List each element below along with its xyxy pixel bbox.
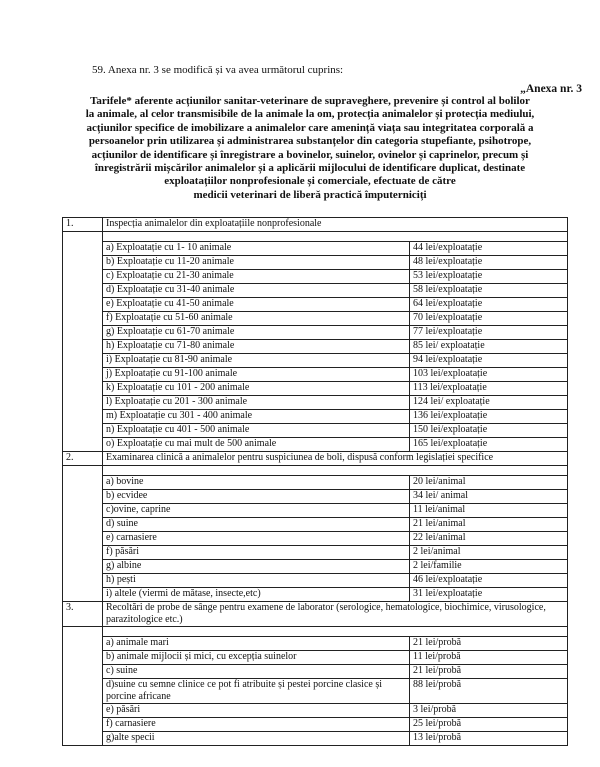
item-price: 77 lei/exploatație — [410, 326, 568, 340]
item-label: l) Exploatație cu 201 - 300 animale — [103, 396, 410, 410]
table-row — [63, 438, 568, 452]
table-row — [63, 718, 568, 732]
item-label: a) Exploatație cu 1- 10 animale — [103, 242, 410, 256]
table-row — [63, 382, 568, 396]
item-price: 2 lei/familie — [410, 560, 568, 574]
item-price: 46 lei/exploatație — [410, 574, 568, 588]
item-price: 22 lei/animal — [410, 532, 568, 546]
section-title: Examinarea clinică a animalelor pentru suspiciunea de boli, dispusă conform legislației specifice — [103, 452, 568, 466]
table-row — [63, 242, 568, 256]
item-price: 94 lei/exploatație — [410, 354, 568, 368]
section-header-row — [63, 602, 568, 627]
item-label: f) Exploatație cu 51-60 animale — [103, 312, 410, 326]
table-row — [63, 368, 568, 382]
table-row — [63, 354, 568, 368]
item-price: 21 lei/animal — [410, 518, 568, 532]
item-price: 11 lei/animal — [410, 504, 568, 518]
item-label: c)ovine, caprine — [103, 504, 410, 518]
item-price: 44 lei/exploatație — [410, 242, 568, 256]
table-row — [63, 340, 568, 354]
item-price: 21 lei/probă — [410, 637, 568, 651]
item-price: 13 lei/probă — [410, 732, 568, 746]
table-row — [63, 256, 568, 270]
table-row — [63, 396, 568, 410]
table-row — [63, 732, 568, 746]
title-line: persoanelor prin utilizarea și administrarea substanțelor din categoria stupefiante, psihotrope, — [88, 135, 532, 148]
section-number: 2. — [63, 452, 103, 466]
table-row — [63, 704, 568, 718]
item-price: 113 lei/exploatație — [410, 382, 568, 396]
number-column-cell — [63, 627, 103, 746]
item-label: d)suine cu semne clinice ce pot fi atribuite și pestei porcine clasice și porcine africane — [103, 679, 410, 704]
section-title: Recoltări de probe de sânge pentru examene de laborator (serologice, hematologice, biochimice, virusologice, parazitologice etc.) — [103, 602, 568, 627]
item-price: 2 lei/animal — [410, 546, 568, 560]
section-header-row — [63, 452, 568, 466]
title-line: Tarifele* aferente acțiunilor sanitar-veterinare de supraveghere, prevenire și control al bolilor — [90, 95, 530, 107]
spacer-cell — [103, 466, 568, 476]
table-row — [63, 424, 568, 438]
item-label: d) suine — [103, 518, 410, 532]
item-price: 64 lei/exploatație — [410, 298, 568, 312]
item-price: 21 lei/probă — [410, 665, 568, 679]
spacer-cell — [103, 232, 568, 242]
title-line: la animale, al celor transmisibile de la animale la om, protecția animalelor și protecția mediului, — [85, 108, 535, 121]
item-price: 11 lei/probă — [410, 651, 568, 665]
table-row — [63, 574, 568, 588]
table-row — [63, 284, 568, 298]
item-label: g) Exploatație cu 61-70 animale — [103, 326, 410, 340]
title-line: medicii veterinari de liberă practică împuterniciți — [193, 188, 427, 201]
item-price: 136 lei/exploatație — [410, 410, 568, 424]
item-label: k) Exploatație cu 101 - 200 animale — [103, 382, 410, 396]
section-number: 3. — [63, 602, 103, 627]
title-line: acțiunilor de identificare și înregistrare a bovinelor, suinelor, ovinelor și caprinelor, precum și — [91, 148, 529, 161]
item-label: i) Exploatație cu 81-90 animale — [103, 354, 410, 368]
title-line: înregistrării mișcărilor animalelor și a aplicării mijlocului de identificare duplicat, destinate — [94, 162, 526, 175]
item-label: a) animale mari — [103, 637, 410, 651]
item-price: 34 lei/ animal — [410, 490, 568, 504]
table-row — [63, 504, 568, 518]
item-label: h) Exploatație cu 71-80 animale — [103, 340, 410, 354]
spacer-row — [63, 627, 568, 637]
table-row — [63, 546, 568, 560]
item-label: f) păsări — [103, 546, 410, 560]
table-row — [63, 326, 568, 340]
item-label: e) Exploatație cu 41-50 animale — [103, 298, 410, 312]
item-label: a) bovine — [103, 476, 410, 490]
item-label: c) Exploatație cu 21-30 animale — [103, 270, 410, 284]
item-label: e) carnasiere — [103, 532, 410, 546]
number-column-cell — [63, 232, 103, 452]
item-price: 20 lei/animal — [410, 476, 568, 490]
document-title — [40, 95, 580, 202]
item-price: 25 lei/probă — [410, 718, 568, 732]
item-label: f) carnasiere — [103, 718, 410, 732]
item-price: 31 lei/exploatație — [410, 588, 568, 602]
spacer-row — [63, 232, 568, 242]
item-label: c) suine — [103, 665, 410, 679]
item-label: d) Exploatație cu 31-40 animale — [103, 284, 410, 298]
table-row — [63, 312, 568, 326]
item-price: 103 lei/exploatație — [410, 368, 568, 382]
table-row — [63, 665, 568, 679]
item-label: g)alte specii — [103, 732, 410, 746]
item-label: o) Exploatație cu mai mult de 500 animale — [103, 438, 410, 452]
item-price: 165 lei/exploatație — [410, 438, 568, 452]
item-label: b) ecvidee — [103, 490, 410, 504]
item-price: 150 lei/exploatație — [410, 424, 568, 438]
table-row — [63, 588, 568, 602]
item-price: 88 lei/probă — [410, 679, 568, 704]
item-price: 85 lei/ exploatație — [410, 340, 568, 354]
table-row — [63, 298, 568, 312]
item-label: g) albine — [103, 560, 410, 574]
spacer-row — [63, 466, 568, 476]
annex-label: „Anexa nr. 3 — [520, 83, 582, 95]
table-row — [63, 679, 568, 704]
table-row — [63, 637, 568, 651]
item-price: 70 lei/exploatație — [410, 312, 568, 326]
item-price: 3 lei/probă — [410, 704, 568, 718]
item-label: m) Exploatație cu 301 - 400 animale — [103, 410, 410, 424]
item-label: e) păsări — [103, 704, 410, 718]
section-number: 1. — [63, 218, 103, 232]
number-column-cell — [63, 466, 103, 602]
item-label: h) pești — [103, 574, 410, 588]
item-label: b) Exploatație cu 11-20 animale — [103, 256, 410, 270]
table-row — [63, 410, 568, 424]
item-price: 53 lei/exploatație — [410, 270, 568, 284]
item-price: 124 lei/ exploatație — [410, 396, 568, 410]
table-row — [63, 651, 568, 665]
section-header-row — [63, 218, 568, 232]
table-row — [63, 270, 568, 284]
table-row — [63, 532, 568, 546]
spacer-cell — [103, 627, 568, 637]
title-line: acțiunilor specifice de imobilizare a animalelor care amenință viața sau integritatea corporală a — [86, 121, 534, 134]
tariff-table — [62, 217, 568, 746]
item-label: n) Exploatație cu 401 - 500 animale — [103, 424, 410, 438]
item-label: b) animale mijlocii și mici, cu excepția suinelor — [103, 651, 410, 665]
table-row — [63, 476, 568, 490]
table-row — [63, 490, 568, 504]
table-row — [63, 518, 568, 532]
item-label: i) altele (viermi de mătase, insecte,etc) — [103, 588, 410, 602]
item-price: 48 lei/exploatație — [410, 256, 568, 270]
title-line: exploatațiilor nonprofesionale și comerciale, efectuate de către — [164, 175, 456, 188]
section-title: Inspecția animalelor din exploatațiile nonprofesionale — [103, 218, 568, 232]
table-row — [63, 560, 568, 574]
intro-text: 59. Anexa nr. 3 se modifică și va avea următorul cuprins: — [92, 64, 344, 76]
item-price: 58 lei/exploatație — [410, 284, 568, 298]
item-label: j) Exploatație cu 91-100 animale — [103, 368, 410, 382]
